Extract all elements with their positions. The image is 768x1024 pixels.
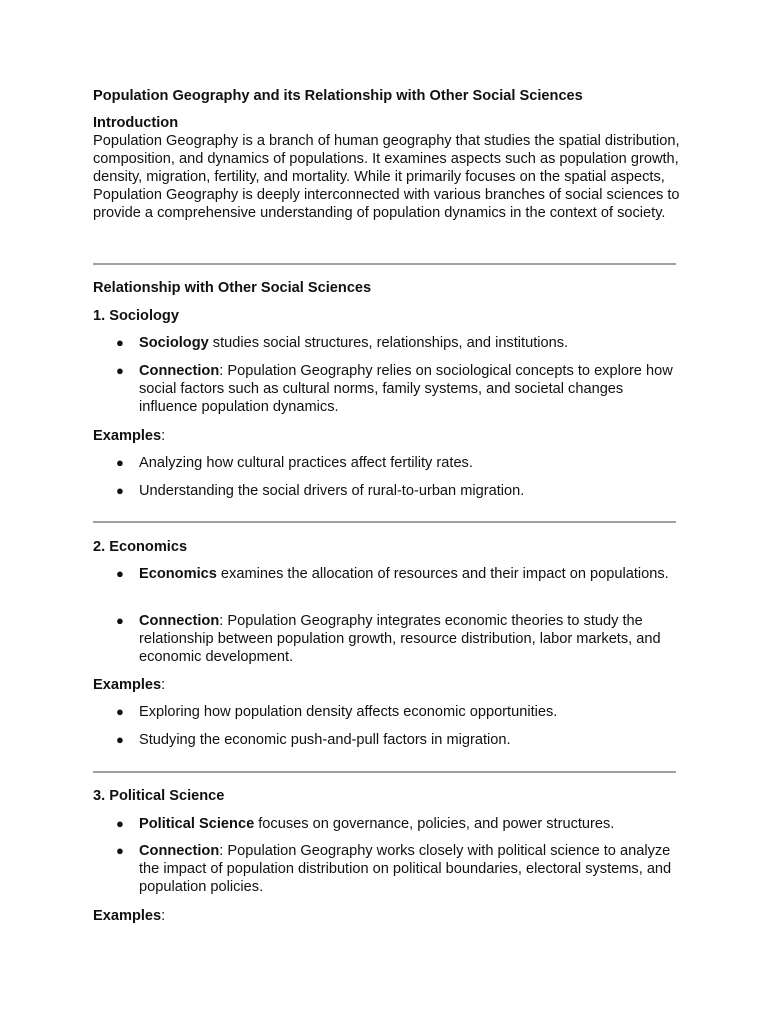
bullet-icon: ● [116, 613, 124, 628]
divider [93, 263, 676, 265]
list-item: ● Economics examines the allocation of resources and their impact on populations. [116, 566, 669, 582]
section-heading: 1. Sociology [93, 308, 179, 324]
list-item: ● Analyzing how cultural practices affect fertility rates. [116, 455, 473, 471]
intro-paragraph: Population Geography is a branch of human geography that studies the spatial distribution, composition, and dynamics of populations. It examines aspects such as population growth, density, migration, fertility, and mortality. While it primarily focuses on the spatial aspects, Population Geography is deeply interconnected with various branches of social sciences to provide a comprehensive understanding of population dynamics in the context of society. [93, 133, 680, 221]
relationship-heading: Relationship with Other Social Sciences [93, 280, 372, 296]
examples-label: Examples: [93, 908, 166, 924]
list-item: ● Connection: Population Geography works closely with political science to analyze the impact of population distribution on political boundaries, electoral systems, and population policies. [116, 843, 672, 895]
bullet-icon: ● [116, 816, 124, 831]
document-title: Population Geography and its Relationship with Other Social Sciences [93, 88, 583, 104]
list-item: ● Connection: Population Geography integrates economic theories to study the relationship between population growth, resource distribution, labor markets, and economic development. [116, 613, 661, 665]
intro-heading: Introduction [93, 115, 179, 131]
bullet-icon: ● [116, 732, 124, 747]
list-item: ● Studying the economic push-and-pull factors in migration. [116, 732, 511, 748]
bullet-icon: ● [116, 566, 124, 581]
bullet-icon: ● [116, 483, 124, 498]
bullet-icon: ● [116, 335, 124, 350]
list-item: ● Political Science focuses on governance, policies, and power structures. [116, 816, 615, 832]
bullet-icon: ● [116, 843, 124, 858]
bullet-icon: ● [116, 363, 124, 378]
section-heading: 3. Political Science [93, 788, 225, 804]
divider [93, 771, 676, 773]
bullet-icon: ● [116, 704, 124, 719]
list-item: ● Sociology studies social structures, relationships, and institutions. [116, 335, 569, 351]
examples-label: Examples: [93, 677, 166, 693]
list-item: ● Exploring how population density affects economic opportunities. [116, 704, 558, 720]
list-item: ● Connection: Population Geography relies on sociological concepts to explore how social factors such as cultural norms, family systems, and societal changes influence population dynamics. [116, 363, 673, 415]
bullet-icon: ● [116, 455, 124, 470]
list-item: ● Understanding the social drivers of rural-to-urban migration. [116, 483, 525, 499]
section-heading: 2. Economics [93, 539, 188, 555]
divider [93, 521, 676, 523]
examples-label: Examples: [93, 428, 166, 444]
